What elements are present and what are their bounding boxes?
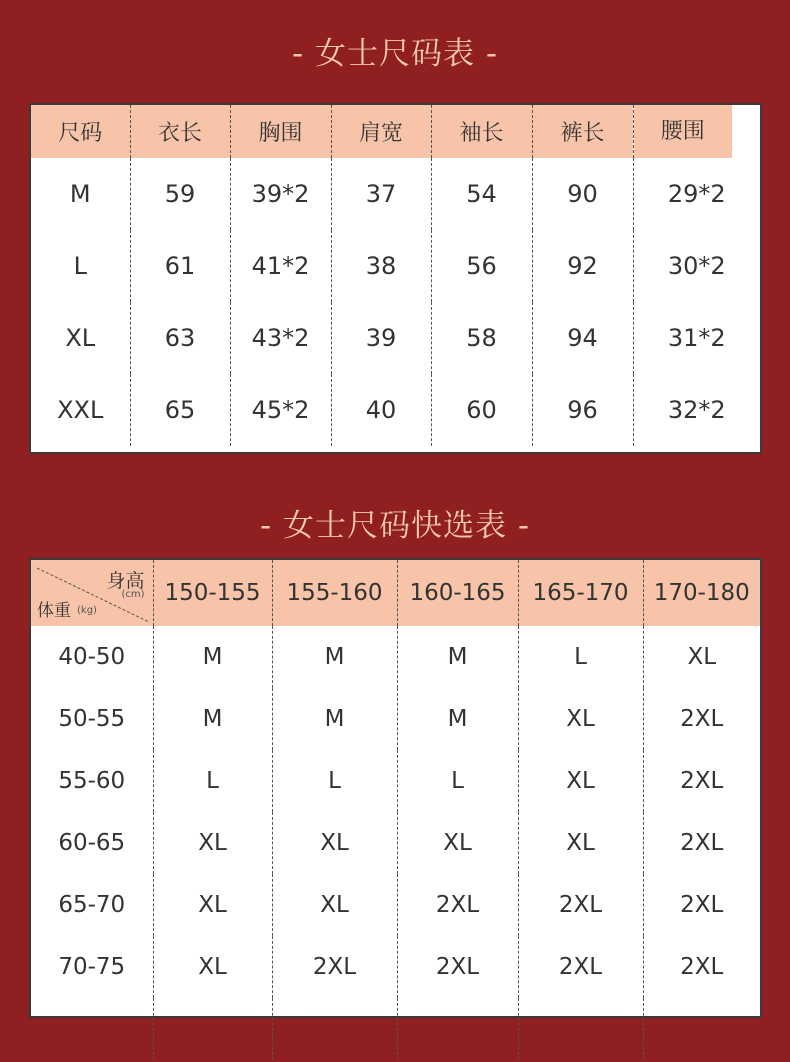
header-chest: 胸围: [230, 105, 331, 158]
table-cell: 60: [431, 374, 532, 446]
table-cell: 56: [431, 230, 532, 302]
table-cell: 45*2: [230, 374, 331, 446]
header-length: 衣长: [130, 105, 230, 158]
corner-diagonal: [31, 560, 153, 626]
table-cell: XXL: [57, 396, 104, 424]
table-cell: 41*2: [230, 230, 331, 302]
header-size: 尺码: [31, 105, 130, 158]
table-row: [31, 936, 760, 998]
size-cell: 2XL: [643, 812, 760, 874]
table-cell: 40: [331, 374, 431, 446]
size-cell: XL: [643, 626, 760, 688]
size-chart-table: [31, 105, 760, 446]
size-cell: M: [397, 626, 518, 688]
table-row: [31, 230, 760, 302]
size-cell: M: [272, 688, 397, 750]
size-chart-title: - 女士尺码表 -: [291, 36, 499, 72]
table-cell: 61: [130, 230, 230, 302]
table-cell: 63: [130, 302, 230, 374]
size-cell: 2XL: [397, 874, 518, 936]
quick-size-header-row: [31, 560, 760, 626]
weight-cell: 40-50: [58, 644, 126, 670]
size-cell: M: [272, 626, 397, 688]
table-cell: 90: [532, 158, 633, 230]
table-row: [31, 874, 760, 936]
table-cell: L: [73, 252, 87, 280]
size-cell: XL: [518, 688, 643, 750]
table-cell: 38: [331, 230, 431, 302]
table-cell: 94: [532, 302, 633, 374]
size-cell: XL: [153, 874, 272, 936]
size-cell: L: [397, 750, 518, 812]
table-cell: 43*2: [230, 302, 331, 374]
table-cell: 92: [532, 230, 633, 302]
table-row: [31, 750, 760, 812]
table-cell: 31*2: [633, 302, 760, 374]
size-cell: 2XL: [518, 936, 643, 998]
table-cell: 39*2: [230, 158, 331, 230]
size-cell: M: [153, 626, 272, 688]
size-cell: 2XL: [643, 936, 760, 998]
empty-cell: [397, 998, 518, 1060]
weight-cell: 70-75: [58, 954, 126, 980]
size-cell: 2XL: [272, 936, 397, 998]
empty-cell: [518, 998, 643, 1060]
size-cell: XL: [272, 874, 397, 936]
table-row: [31, 158, 760, 230]
size-cell: M: [153, 688, 272, 750]
weight-cell: 65-70: [58, 892, 126, 918]
table-cell: 58: [431, 302, 532, 374]
size-cell: XL: [518, 750, 643, 812]
header-waist-label: 腰围: [634, 105, 733, 158]
table-cell: 29*2: [633, 158, 760, 230]
height-range-header: 150-155: [153, 560, 272, 626]
height-unit: (cm): [121, 589, 145, 600]
table-cell: M: [69, 180, 91, 208]
table-cell: 32*2: [633, 374, 760, 446]
header-sleeve: 袖长: [431, 105, 532, 158]
weight-unit: (kg): [77, 605, 97, 616]
table-cell: 30*2: [633, 230, 760, 302]
table-row: [31, 302, 760, 374]
size-cell: M: [397, 688, 518, 750]
table-row: [31, 374, 760, 446]
height-range-header: 170-180: [643, 560, 760, 626]
table-row: [31, 688, 760, 750]
table-cell: 54: [431, 158, 532, 230]
size-cell: XL: [153, 936, 272, 998]
size-cell: 2XL: [643, 874, 760, 936]
weight-label: 体重: [37, 601, 71, 621]
corner-cell: [31, 560, 153, 626]
quick-size-chart: [29, 558, 762, 1018]
size-cell: XL: [518, 812, 643, 874]
empty-cell: [153, 998, 272, 1060]
quick-size-table: [31, 560, 760, 1060]
header-pants-length: 裤长: [532, 105, 633, 158]
table-cell: 39: [331, 302, 431, 374]
table-cell: 65: [130, 374, 230, 446]
header-waist: [633, 105, 760, 158]
size-cell: 2XL: [643, 688, 760, 750]
table-row: [31, 626, 760, 688]
size-chart-header-row: [31, 105, 760, 158]
weight-cell: 55-60: [58, 768, 126, 794]
size-cell: XL: [397, 812, 518, 874]
table-cell: 59: [130, 158, 230, 230]
size-cell: L: [153, 750, 272, 812]
size-cell: 2XL: [518, 874, 643, 936]
size-cell: 2XL: [643, 750, 760, 812]
empty-cell: [31, 998, 153, 1060]
header-shoulder: 肩宽: [331, 105, 431, 158]
size-chart: [29, 103, 762, 454]
size-cell: XL: [272, 812, 397, 874]
height-range-header: 165-170: [518, 560, 643, 626]
weight-cell: 50-55: [58, 706, 126, 732]
size-cell: 2XL: [397, 936, 518, 998]
weight-cell: 60-65: [58, 830, 126, 856]
table-row: [31, 812, 760, 874]
size-cell: L: [272, 750, 397, 812]
table-row-empty: [31, 998, 760, 1060]
table-cell: 96: [532, 374, 633, 446]
height-label: 身高: [106, 570, 145, 592]
table-cell: 37: [331, 158, 431, 230]
table-cell: XL: [65, 324, 96, 352]
empty-cell: [272, 998, 397, 1060]
size-cell: XL: [153, 812, 272, 874]
height-range-header: 155-160: [272, 560, 397, 626]
empty-cell: [643, 998, 760, 1060]
height-range-header: 160-165: [397, 560, 518, 626]
quick-size-title: - 女士尺码快选表 -: [259, 508, 531, 544]
size-cell: L: [518, 626, 643, 688]
